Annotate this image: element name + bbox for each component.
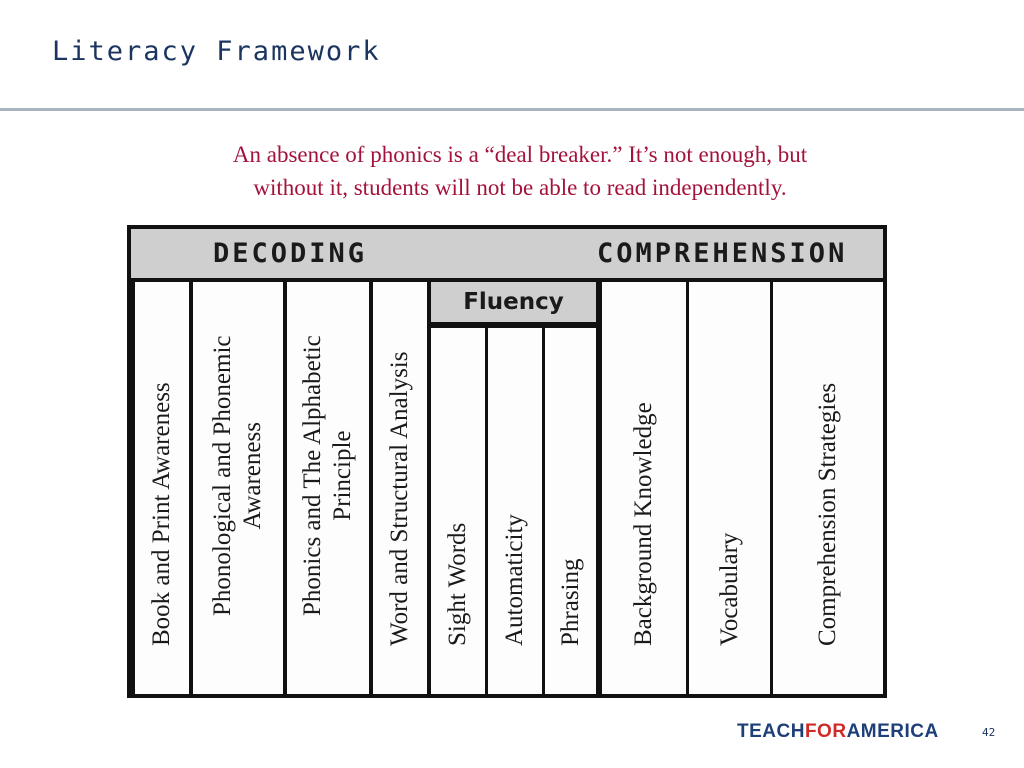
column-label: Sight Words [444, 522, 471, 646]
column-sight-words [431, 328, 485, 694]
column-phonics-and-alphabetic-principle [287, 282, 369, 694]
comprehension-header: COMPREHENSION [597, 238, 848, 269]
column-label-line-1: Phonics and The Alphabetic [299, 335, 326, 616]
column-book-and-print-awareness [135, 282, 189, 694]
column-label: Vocabulary [715, 532, 743, 646]
subtitle-line-1: An absence of phonics is a “deal breaker.” It’s not enough, but [232, 142, 808, 167]
subtitle-line-2: without it, students will not be able to read independently. [253, 175, 787, 200]
column-label: Book and Print Awareness [148, 382, 175, 646]
column-background-knowledge [602, 282, 686, 694]
subtitle [120, 138, 920, 204]
column-phrasing [545, 328, 596, 694]
column-label-line-1: Phonological and Phonemic [209, 335, 236, 616]
column-phonological-and-phonemic-awareness [193, 282, 283, 694]
column-vocabulary [689, 282, 770, 694]
fluency-header: Fluency [431, 282, 596, 322]
column-label [208, 335, 268, 616]
slide-title: Literacy Framework [52, 36, 381, 67]
title-divider [0, 108, 1024, 111]
column-label: Background Knowledge [630, 402, 657, 646]
column-comprehension-strategies [773, 282, 883, 694]
column-label [298, 335, 358, 616]
decoding-header: DECODING [213, 238, 368, 269]
column-word-and-structural-analysis [373, 282, 427, 694]
column-label-line-2: Principle [329, 430, 356, 521]
logo-part-teach: TEACH [737, 721, 805, 742]
column-label: Automaticity [501, 514, 528, 646]
logo-part-for: FOR [804, 721, 847, 742]
literacy-framework-diagram [127, 225, 887, 698]
column-label-line-2: Awareness [239, 422, 266, 530]
column-label: Phrasing [556, 558, 584, 646]
page-number: 42 [982, 726, 996, 739]
column-label: Word and Structural Analysis [386, 351, 413, 646]
logo-part-america: AMERICA [846, 721, 939, 742]
column-label: Comprehension Strategies [814, 382, 841, 646]
teach-for-america-logo [737, 721, 939, 743]
column-automaticity [488, 328, 542, 694]
framework-header [131, 229, 883, 278]
fluency-group [431, 282, 596, 694]
